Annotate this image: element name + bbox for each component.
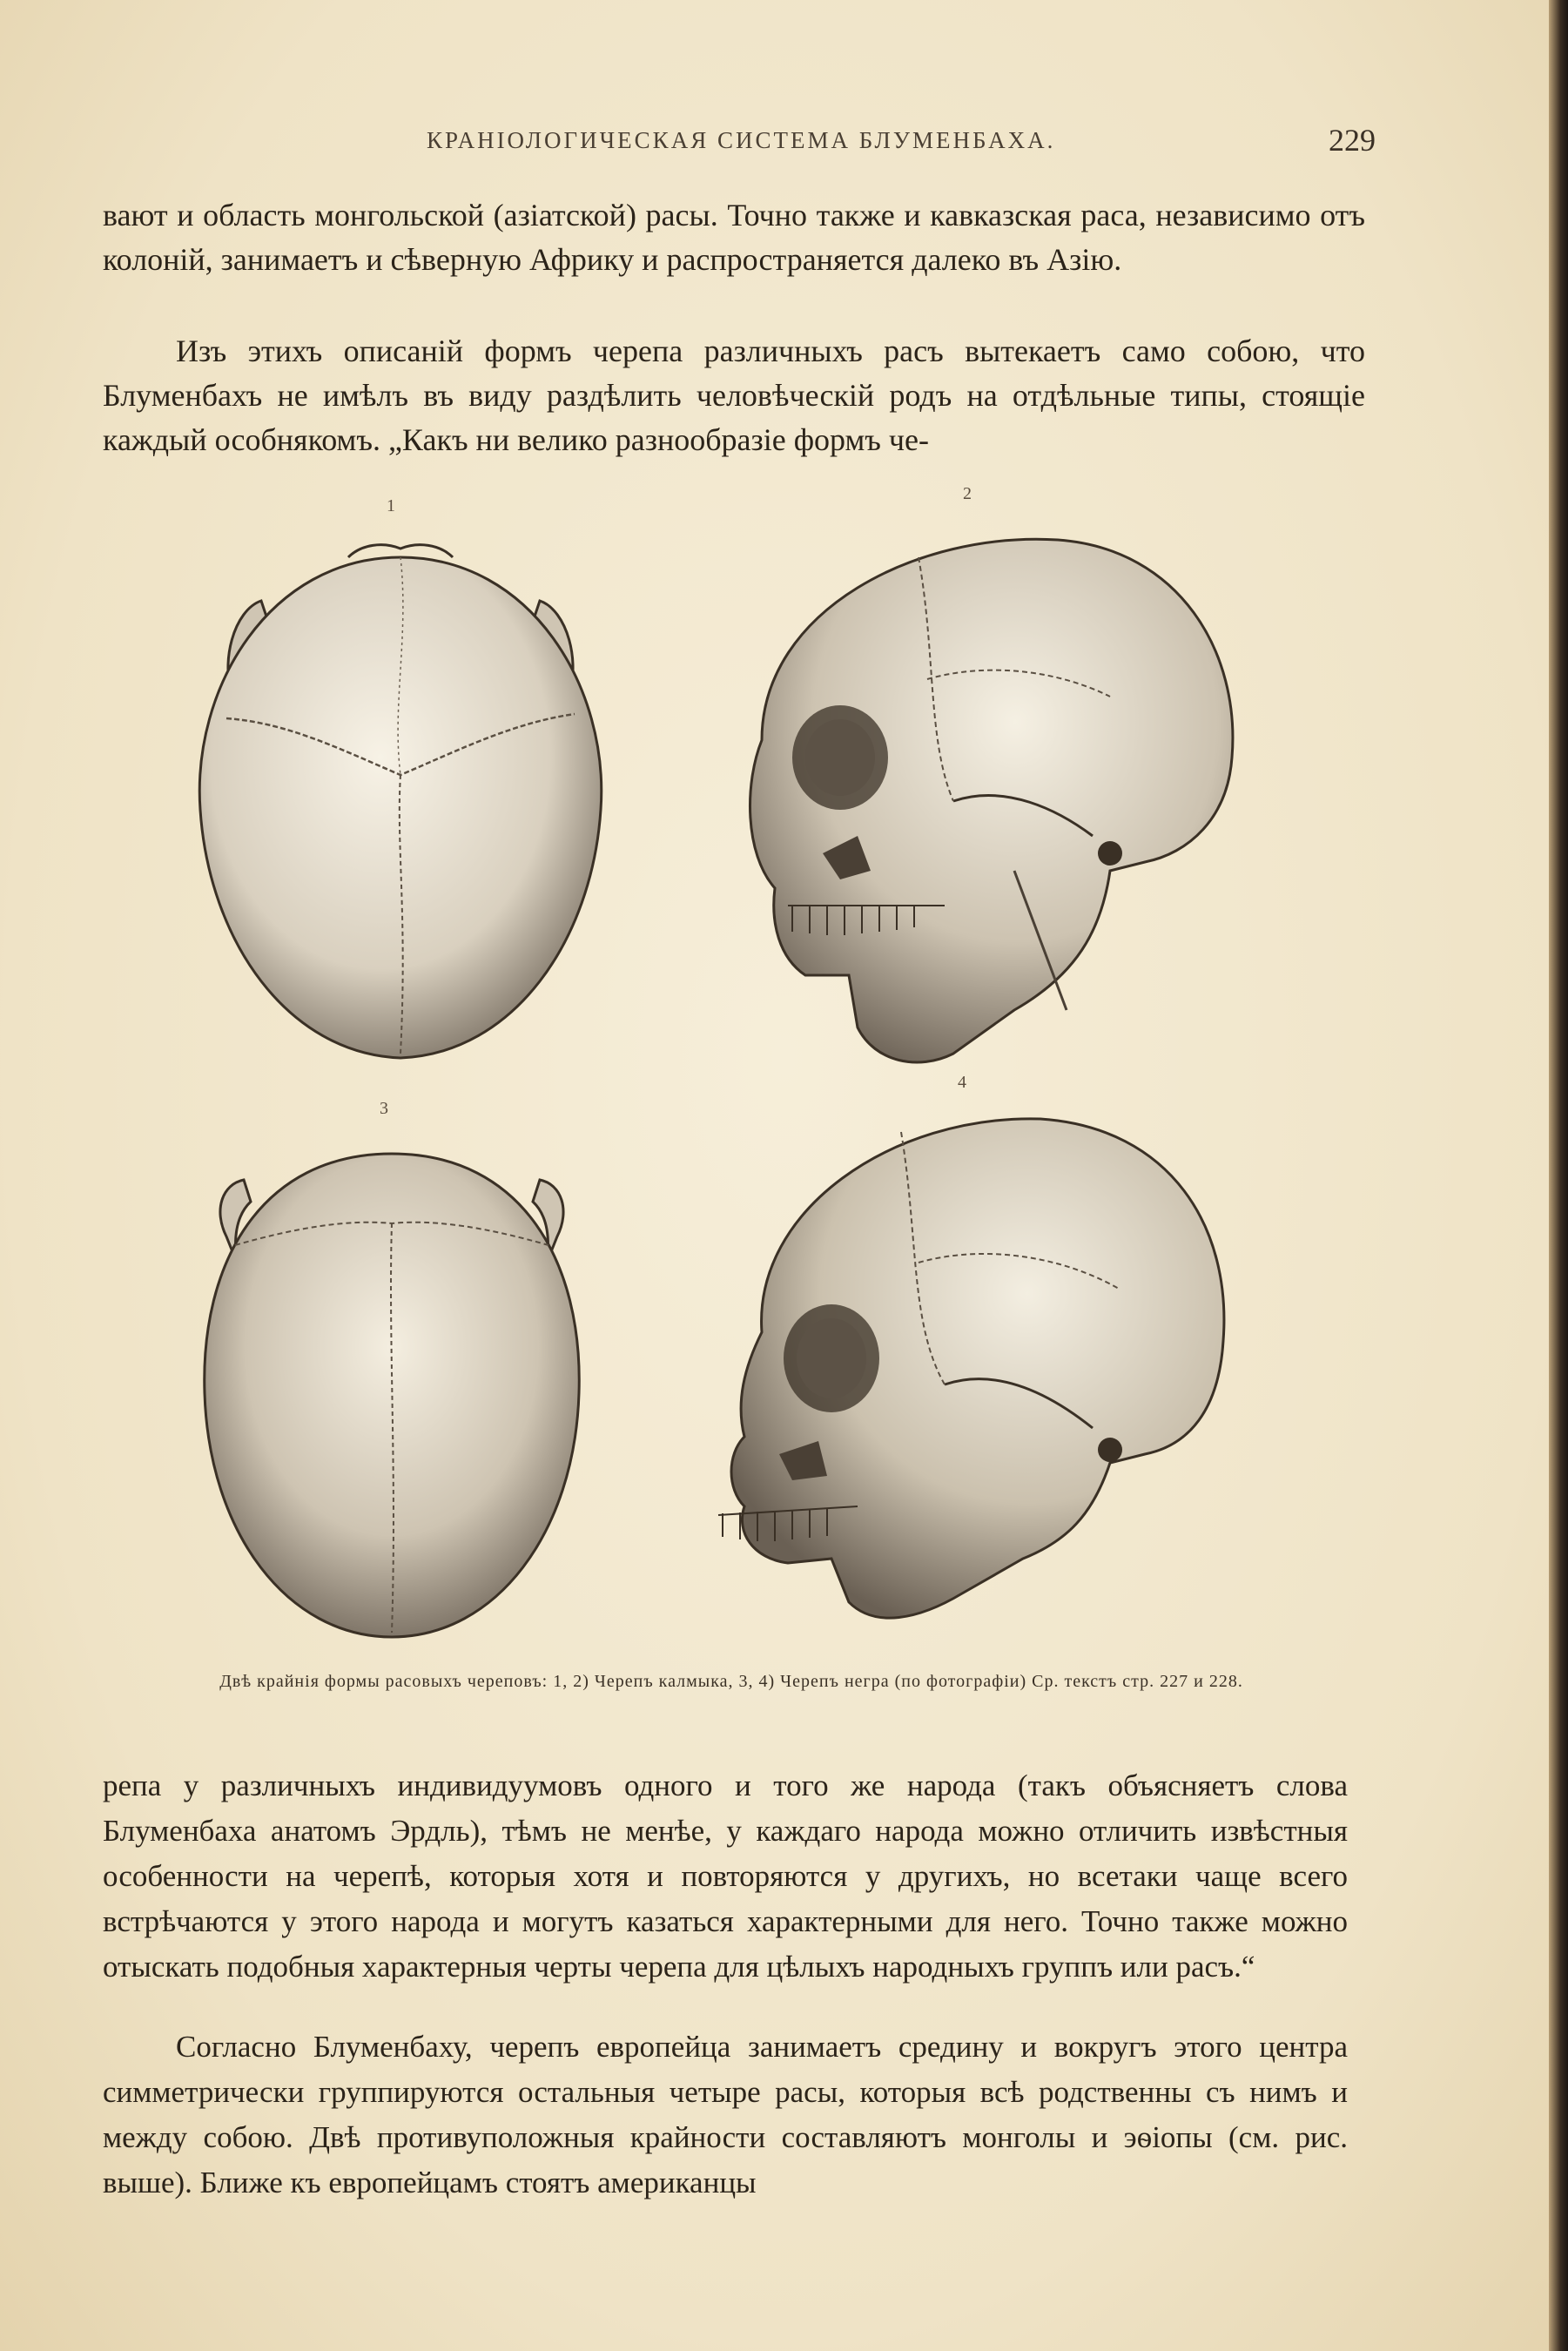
running-title: КРАНIОЛОГИЧЕСКАЯ СИСТЕМА БЛУМЕНБАХА. — [427, 127, 1056, 153]
skull-top-view-icon — [183, 1141, 601, 1646]
figure-caption: Двѣ крайнiя формы расовыхъ череповъ: 1, 2) Черепъ калмыка, 3, 4) Черепъ негра (по фотографiи) Ср. текстъ стр. 227 и 228. — [219, 1672, 1243, 1691]
figure-number-1: 1 — [387, 496, 395, 515]
running-head — [261, 122, 1376, 165]
skull-side-view-icon — [727, 522, 1249, 1080]
book-spine-edge — [1549, 0, 1568, 2351]
figure-number-3: 3 — [380, 1099, 388, 1118]
paragraph-3: репа у различныхъ индивидуумовъ одного и того же народа (такъ объясняетъ слова Блуменбаха анатомъ Эрдль), тѣмъ не менѣе, у каждаго народа можно отличить извѣстныя особенности на черепѣ, которыя хотя и повторяются у другихъ, но всетаки чаще всего встрѣчаются у этого народа и могутъ казаться характерными для него. Точно также можно отыскать подобныя характерныя черты черепа для цѣлыхъ народныхъ группъ или расъ.“ — [103, 1768, 1348, 1984]
figure-number-2: 2 — [963, 484, 972, 503]
paragraph-4: Согласно Блуменбаху, черепъ европейца занимаетъ средину и вокругъ этого центра симметрически группируются остальныя четыре расы, которыя всѣ родственны съ нимъ и между собою. Двѣ противуположныя крайности составляютъ монголы и эѳiопы (см. рис. выше). Ближе къ европейцамъ стоятъ американцы — [103, 2030, 1348, 2199]
page-number: 229 — [1329, 123, 1376, 158]
skull-top-view-icon — [183, 531, 618, 1071]
paragraph-2: Изъ этихъ описанiй формъ черепа различныхъ расъ вытекаетъ само собою, что Блуменбахъ не имѣлъ въ виду раздѣлить человѣческiй родъ на отдѣльные типы, стоящiе каждый особнякомъ. „Какъ ни велико разнообразiе формъ че- — [103, 333, 1365, 457]
figure-number-4: 4 — [958, 1073, 966, 1092]
skull-side-view-icon — [701, 1106, 1241, 1654]
paragraph-1: вают и область монгольской (азiатской) расы. Точно также и кавказская раса, независимо отъ колонiй, занимаетъ и сѣверную Африку и распространяется далеко въ Азiю. — [103, 198, 1365, 277]
